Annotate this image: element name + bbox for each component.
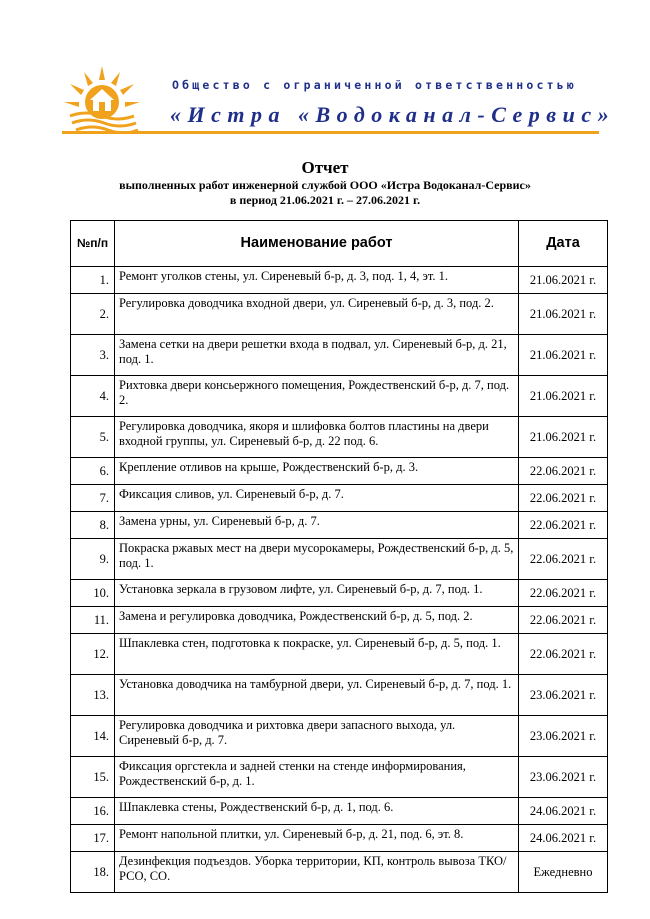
row-date: 21.06.2021 г. [519,376,608,417]
header-divider [62,131,599,134]
row-date: 22.06.2021 г. [519,512,608,539]
column-header-date: Дата [519,221,608,267]
row-work: Замена и регулировка доводчика, Рождественский б-р, д. 5, под. 2. [115,607,519,634]
table-row [71,634,608,675]
table-row [71,458,608,485]
table-header-row [71,221,608,267]
row-work: Регулировка доводчика входной двери, ул. Сиреневый б-р, д. 3, под. 2. [115,294,519,335]
row-work: Ремонт напольной плитки, ул. Сиреневый б-р, д. 21, под. 6, эт. 8. [115,825,519,852]
row-number: 10. [71,580,115,607]
row-date: 21.06.2021 г. [519,417,608,458]
table-row [71,512,608,539]
company-type: Общество с ограниченной ответственностью [172,78,577,92]
row-work: Замена урны, ул. Сиреневый б-р, д. 7. [115,512,519,539]
report-title: Отчет [301,158,349,177]
table-row [71,417,608,458]
row-number: 8. [71,512,115,539]
row-number: 3. [71,335,115,376]
row-work: Ремонт уголков стены, ул. Сиреневый б-р, д. 3, под. 1, 4, эт. 1. [115,267,519,294]
table-row [71,675,608,716]
table-row [71,798,608,825]
row-work: Дезинфекция подъездов. Уборка территории, КП, контроль вывоза ТКО/РСО, СО. [115,852,519,893]
row-work: Шпаклевка стен, подготовка к покраске, ул. Сиреневый б-р, д. 5, под. 1. [115,634,519,675]
report-subtitle: выполненных работ инженерной службой ООО «Истра Водоканал-Сервис» [119,178,531,192]
letterhead [62,58,616,138]
row-number: 15. [71,757,115,798]
row-date: 23.06.2021 г. [519,675,608,716]
row-date: 22.06.2021 г. [519,539,608,580]
row-number: 12. [71,634,115,675]
table-row [71,716,608,757]
row-date: 21.06.2021 г. [519,294,608,335]
table-row [71,757,608,798]
table-row [71,580,608,607]
report-heading [0,158,650,208]
row-date: 21.06.2021 г. [519,267,608,294]
row-work: Установка доводчика на тамбурной двери, ул. Сиреневый б-р, д. 7, под. 1. [115,675,519,716]
row-number: 17. [71,825,115,852]
row-date: 23.06.2021 г. [519,757,608,798]
row-work: Крепление отливов на крыше, Рождественский б-р, д. 3. [115,458,519,485]
table-row [71,852,608,893]
table-row [71,376,608,417]
row-work: Рихтовка двери консьержного помещения, Рождественский б-р, д. 7, под. 2. [115,376,519,417]
row-number: 16. [71,798,115,825]
row-date: 21.06.2021 г. [519,335,608,376]
row-work: Регулировка доводчика, якоря и шлифовка болтов пластины на двери входной группы, ул. Сиреневый б-р, д. 22 под. 6. [115,417,519,458]
row-date: Ежедневно [519,852,608,893]
row-date: 22.06.2021 г. [519,458,608,485]
row-date: 24.06.2021 г. [519,798,608,825]
row-number: 11. [71,607,115,634]
company-name: «Истра «Водоканал-Сервис» [170,102,616,127]
row-number: 9. [71,539,115,580]
column-header-number: №п/п [71,221,115,267]
row-number: 6. [71,458,115,485]
row-date: 22.06.2021 г. [519,607,608,634]
table-row [71,607,608,634]
table-row [71,267,608,294]
row-date: 24.06.2021 г. [519,825,608,852]
table-row [71,825,608,852]
row-work: Фиксация оргстекла и задней стенки на стенде информирования, Рождественский б-р, д. 1. [115,757,519,798]
row-number: 4. [71,376,115,417]
row-date: 22.06.2021 г. [519,634,608,675]
report-period: в период 21.06.2021 г. – 27.06.2021 г. [229,193,421,207]
row-date: 22.06.2021 г. [519,580,608,607]
row-work: Установка зеркала в грузовом лифте, ул. Сиреневый б-р, д. 7, под. 1. [115,580,519,607]
row-number: 1. [71,267,115,294]
table-row [71,485,608,512]
table-row [71,294,608,335]
row-work: Шпаклевка стены, Рождественский б-р, д. 1, под. 6. [115,798,519,825]
row-work: Замена сетки на двери решетки входа в подвал, ул. Сиреневый б-р, д. 21, под. 1. [115,335,519,376]
table-row [71,539,608,580]
row-number: 14. [71,716,115,757]
row-work: Покраска ржавых мест на двери мусорокамеры, Рождественский б-р, д. 5, под. 1. [115,539,519,580]
column-header-work: Наименование работ [115,221,519,267]
row-number: 7. [71,485,115,512]
row-work: Фиксация сливов, ул. Сиреневый б-р, д. 7. [115,485,519,512]
works-table [70,220,608,893]
row-number: 5. [71,417,115,458]
row-number: 2. [71,294,115,335]
table-row [71,335,608,376]
sun-house-logo-icon [62,64,142,134]
row-number: 13. [71,675,115,716]
row-work: Регулировка доводчика и рихтовка двери запасного выхода, ул. Сиреневый б-р, д. 7. [115,716,519,757]
row-number: 18. [71,852,115,893]
row-date: 23.06.2021 г. [519,716,608,757]
row-date: 22.06.2021 г. [519,485,608,512]
